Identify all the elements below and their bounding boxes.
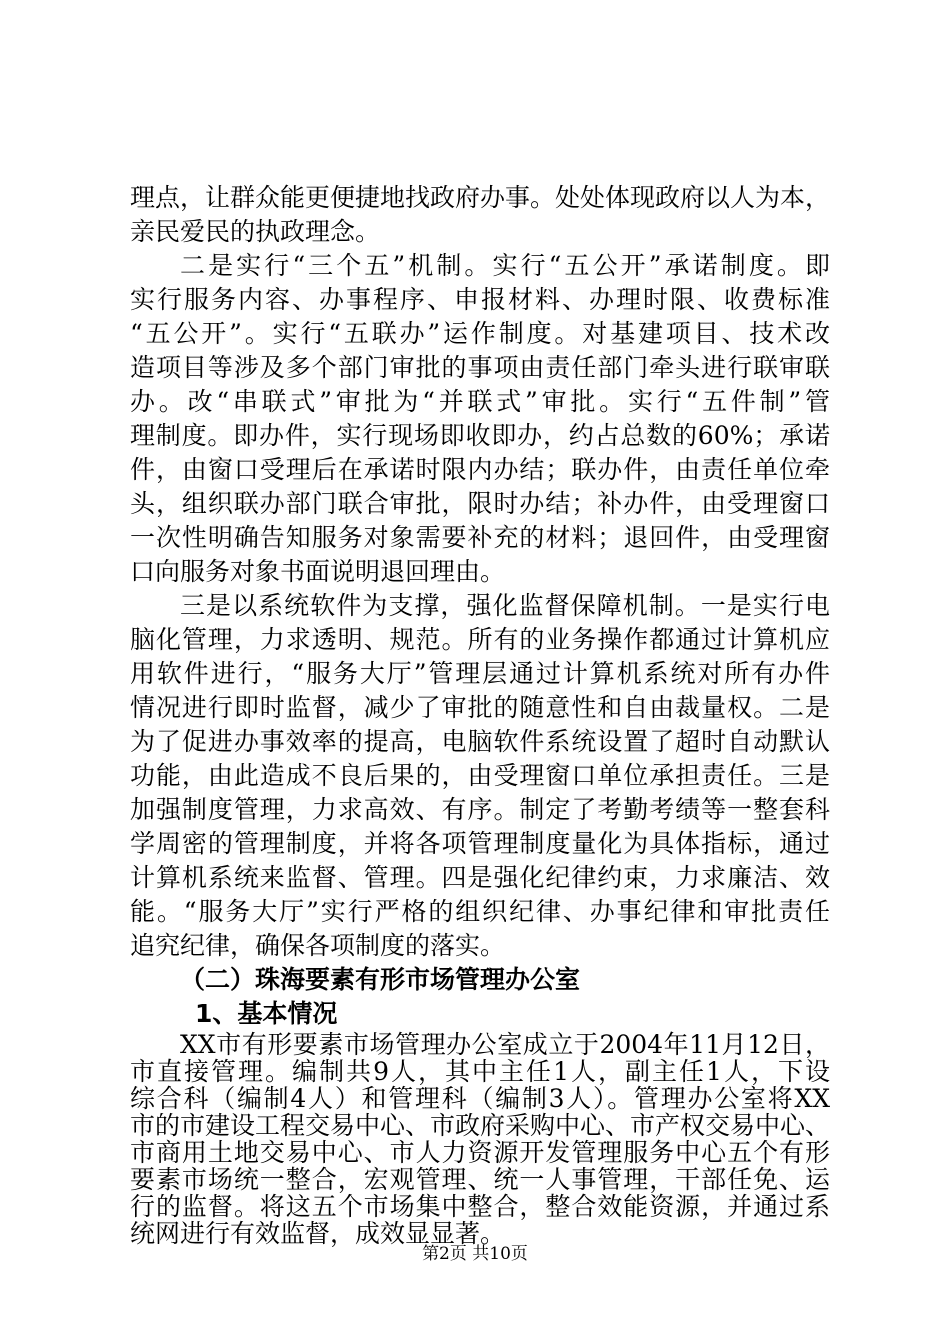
paragraph-line: 脑化管理，力求透明、规范。所有的业务操作都通过计算机应 xyxy=(130,625,830,654)
paragraph-line: 二是实行“三个五”机制。实行“五公开”承诺制度。即 xyxy=(180,251,830,280)
paragraph-line: 市直接管理。编制共9人，其中主任1人，副主任1人，下设 xyxy=(130,1058,830,1085)
paragraph-line: 要素市场统一整合，宏观管理、统一人事管理，干部任免、运 xyxy=(130,1166,830,1193)
paragraph-line: 件，由窗口受理后在承诺时限内办结；联办件，由责任单位牵 xyxy=(130,455,830,484)
paragraph-line: 行的监督。将这五个市场集中整合，整合效能资源，并通过系 xyxy=(130,1193,830,1220)
paragraph-line: 一次性明确告知服务对象需要补充的材料；退回件，由受理窗 xyxy=(130,523,830,552)
paragraph-line: 为了促进办事效率的提高，电脑软件系统设置了超时自动默认 xyxy=(130,727,830,756)
paragraph-line: 办。改“串联式”审批为“并联式”审批。实行“五件制”管 xyxy=(130,387,830,416)
paragraph-line: 功能，由此造成不良后果的，由受理窗口单位承担责任。三是 xyxy=(130,761,830,790)
paragraph-line: 能。“服务大厅”实行严格的组织纪律、办事纪律和审批责任 xyxy=(130,897,830,926)
paragraph-line: 理点，让群众能更便捷地找政府办事。处处体现政府以人为本， xyxy=(130,183,830,212)
subsection-heading: 1、基本情况 xyxy=(195,999,338,1028)
paragraph-line: 统网进行有效监督，成效显显著。 xyxy=(130,1220,506,1247)
paragraph-line: 市商用土地交易中心、市人力资源开发管理服务中心五个有形 xyxy=(130,1139,830,1166)
paragraph-line: 市的市建设工程交易中心、市政府采购中心、市产权交易中心、 xyxy=(130,1112,830,1139)
paragraph-line: 三是以系统软件为支撑，强化监督保障机制。一是实行电 xyxy=(180,591,830,620)
paragraph-line: 加强制度管理，力求高效、有序。制定了考勤考绩等一整套科 xyxy=(130,795,830,824)
paragraph-line: 情况进行即时监督，减少了审批的随意性和自由裁量权。二是 xyxy=(130,693,830,722)
paragraph-line: 综合科（编制4人）和管理科（编制3人）。管理办公室将XX xyxy=(130,1085,830,1112)
paragraph-line: 口向服务对象书面说明退回理由。 xyxy=(130,557,506,586)
paragraph-line: 造项目等涉及多个部门审批的事项由责任部门牵头进行联审联 xyxy=(130,353,830,382)
paragraph-line: XX市有形要素市场管理办公室成立于2004年11月12日， xyxy=(180,1031,830,1058)
paragraph-line: 亲民爱民的执政理念。 xyxy=(130,217,381,246)
section-heading: （二）珠海要素有形市场管理办公室 xyxy=(180,965,581,994)
paragraph-line: 学周密的管理制度，并将各项管理制度量化为具体指标，通过 xyxy=(130,829,830,858)
paragraph-line: 计算机系统来监督、管理。四是强化纪律约束，力求廉洁、效 xyxy=(130,863,830,892)
paragraph-line: 追究纪律，确保各项制度的落实。 xyxy=(130,931,506,960)
paragraph-line: 实行服务内容、办事程序、申报材料、办理时限、收费标准 xyxy=(130,285,830,314)
paragraph-line: 头，组织联办部门联合审批，限时办结；补办件，由受理窗口 xyxy=(130,489,830,518)
paragraph-line: 用软件进行，“服务大厅”管理层通过计算机系统对所有办件 xyxy=(130,659,830,688)
paragraph-line: 理制度。即办件，实行现场即收即办，约占总数的60%；承诺 xyxy=(130,421,830,450)
page-number-footer: 第2页 共10页 xyxy=(422,1244,528,1264)
paragraph-line: “五公开”。实行“五联办”运作制度。对基建项目、技术改 xyxy=(130,319,830,348)
